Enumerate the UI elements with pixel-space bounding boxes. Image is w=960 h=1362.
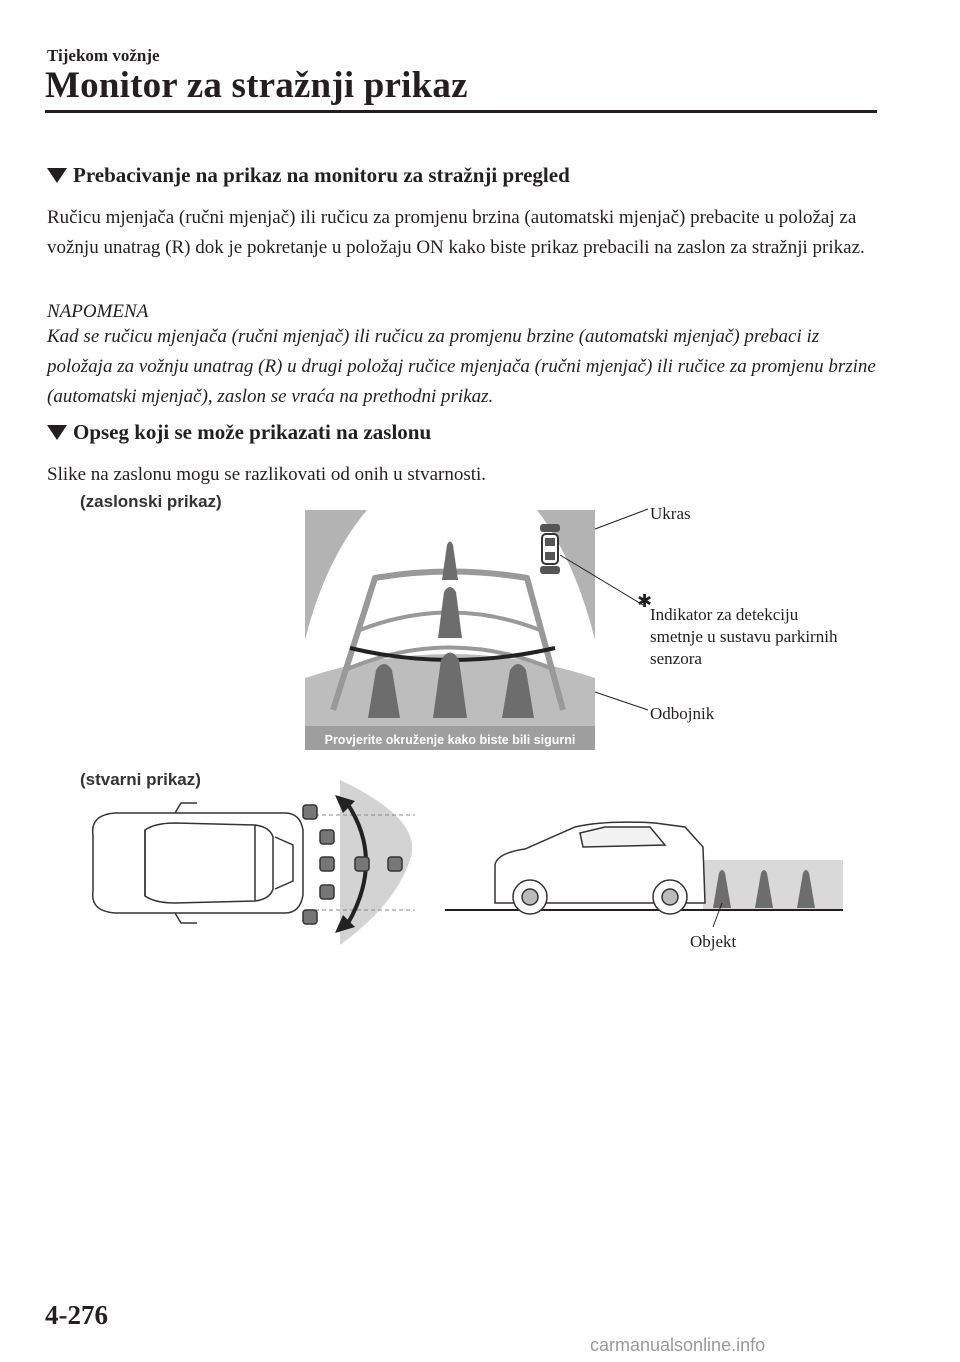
- paragraph-range: Slike na zaslonu mogu se razlikovati od onih u stvarnosti.: [47, 464, 487, 485]
- section-heading-switching: [47, 163, 570, 188]
- side-view-car: [495, 822, 705, 914]
- label-sensor-indicator: Indikator za detekciju smetnje u sustavu parkirnih senzora: [650, 605, 838, 668]
- note-heading: NAPOMENA: [47, 301, 149, 322]
- label-ukras: Ukras: [650, 504, 691, 523]
- section-heading-text: Prebacivanje na prikaz na monitoru za stražnji pregled: [73, 163, 570, 187]
- asterisk-icon: ✱: [637, 591, 653, 611]
- title-rule: [45, 110, 877, 113]
- caption-real-view: (stvarni prikaz): [80, 770, 201, 789]
- section-heading-text: Opseg koji se može prikazati na zaslonu: [73, 420, 432, 444]
- top-view-car: [93, 803, 303, 923]
- label-bumper: Odbojnik: [650, 704, 715, 723]
- caption-screen-view: (zaslonski prikaz): [80, 492, 222, 511]
- real-view-illustration: [85, 775, 845, 955]
- section-heading-range: [47, 420, 431, 445]
- label-object: Objekt: [690, 932, 737, 951]
- triangle-bullet-icon: [47, 168, 67, 183]
- page-title: Monitor za stražnji prikaz: [45, 65, 468, 106]
- note-body: Kad se ručicu mjenjača (ručni mjenjač) ili ručicu za promjenu brzine (automatski mjenjač) prebaci iz položaja za vožnju unatrag (R) u drugi položaj ručice mjenjača (ručni mjenjač) ili ručice za promjenu brzine (automatski mjenjač), zaslon se vraća na prethodni prikaz.: [47, 326, 876, 407]
- paragraph-switching: Ručicu mjenjača (ručni mjenjač) ili ručicu za promjenu brzina (automatski mjenjač) prebacite u položaj za vožnju unatrag (R) dok je pokretanje u položaju ON kako biste prikaz prebacili na zaslon za stražnji prikaz.: [47, 207, 865, 258]
- triangle-bullet-icon: [47, 425, 67, 440]
- chapter-label: Tijekom vožnje: [47, 46, 160, 65]
- watermark: carmanualsonline.info: [590, 1335, 766, 1355]
- page-number: 4-276: [45, 1300, 108, 1330]
- screen-banner-text: Provjerite okruženje kako biste bili sigurni: [324, 733, 576, 747]
